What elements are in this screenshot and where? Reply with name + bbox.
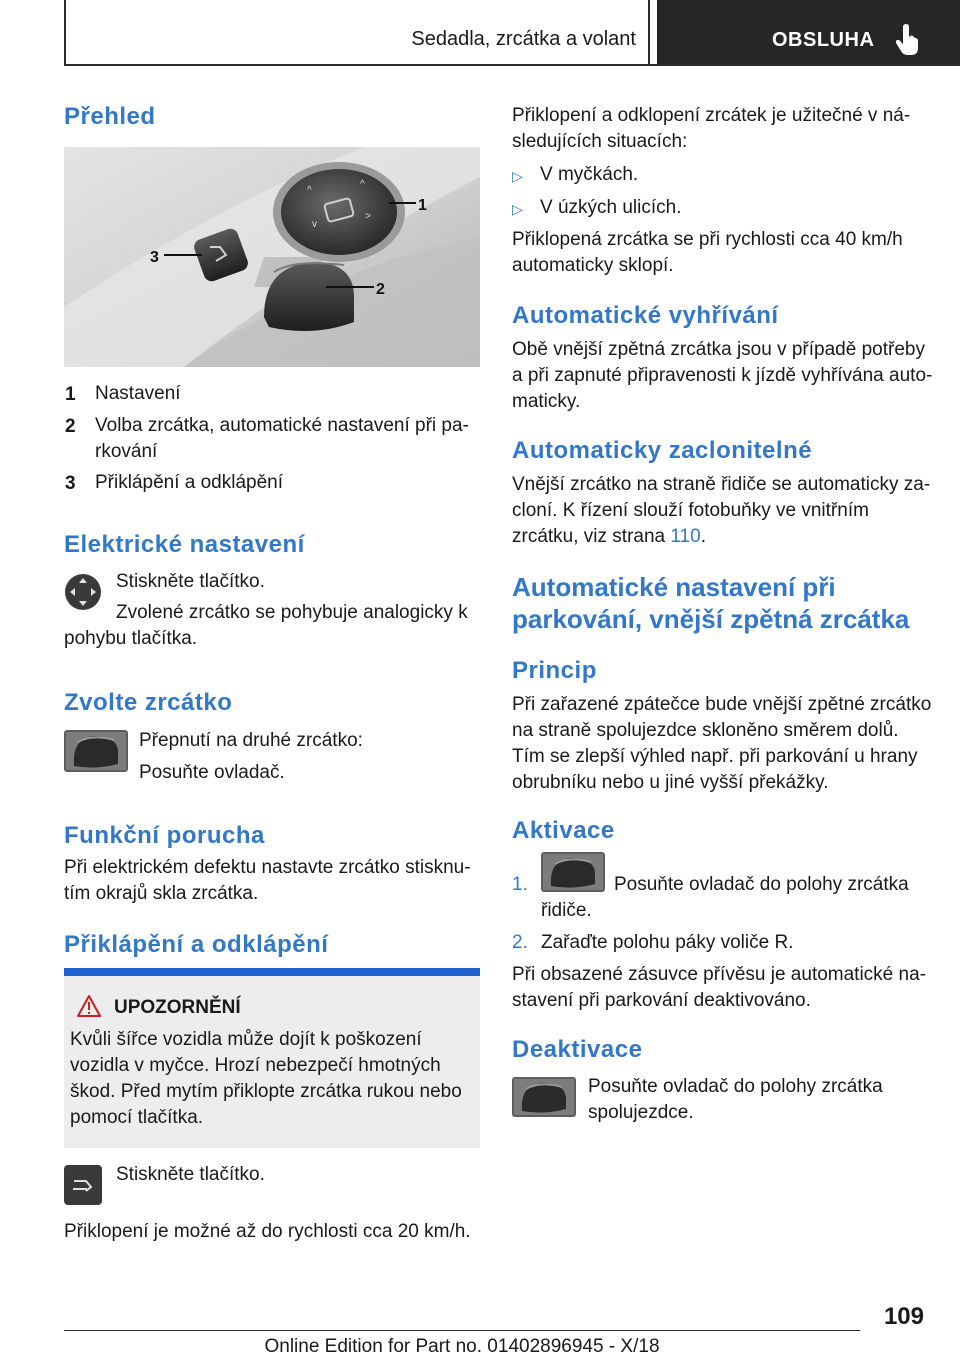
photo-label-3: 3 <box>150 249 159 266</box>
mirror-joystick-icon <box>64 572 102 612</box>
fault-text-2: tím okrajů skla zrcátka. <box>64 883 259 904</box>
principle-text-3: Tím se zlepší výhled např. při parkování u hrany <box>512 746 918 767</box>
auto-fold-text-2: automaticky sklopí. <box>512 255 674 276</box>
warning-title: UPOZORNĚNÍ <box>114 997 241 1018</box>
fold-mirror-button-icon <box>64 1165 102 1205</box>
dimming-text-3: zrcátku, viz strana 110. <box>512 526 706 547</box>
principle-heading: Princip <box>512 657 597 684</box>
callout-text: Přiklápění a odklápění <box>95 472 284 493</box>
step-number: 2. <box>512 932 528 953</box>
select-text-1: Přepnutí na druhé zrcátko: <box>139 730 363 751</box>
pointing-hand-icon <box>896 24 920 56</box>
callout-number: 3 <box>65 473 76 494</box>
fold-speed-text: Přiklopení je možné až do rychlosti cca 20 km/h. <box>64 1221 471 1242</box>
step-number: 1. <box>512 874 528 895</box>
auto-fold-text-1: Přiklopená zrcátka se při rychlosti cca 40 km/h <box>512 229 903 250</box>
callout-number: 2 <box>65 416 76 437</box>
select-text-2: Posuňte ovladač. <box>139 762 285 783</box>
intro-text-2: sledujících situacích: <box>512 131 688 152</box>
mirror-selector-switch-icon <box>541 852 605 892</box>
svg-text:v: v <box>312 219 317 230</box>
principle-text-4: obrubníku nebo u jiné vyšší překážky. <box>512 772 829 793</box>
photo-label-1: 1 <box>418 197 427 214</box>
heating-text-1: Obě vnější zpětná zrcátka jsou v případě potřeby <box>512 339 925 360</box>
select-mirror-heading: Zvolte zrcátko <box>64 689 233 716</box>
section-title: OBSLUHA <box>772 29 875 51</box>
svg-text:^: ^ <box>307 185 312 196</box>
warning-text-1: Kvůli šířce vozidla může dojít k poškození <box>70 1029 422 1050</box>
parking-heading-1: Automatické nastavení při <box>512 572 836 602</box>
trailer-text-2: stavení při parkování deaktivováno. <box>512 990 811 1011</box>
principle-text-2: na straně spolujezdce skloněno směrem dolů. <box>512 720 899 741</box>
callout-text-cont: rkování <box>95 441 158 462</box>
footer-rule <box>64 1330 860 1331</box>
mirror-selector-switch-icon <box>64 730 128 772</box>
heating-heading: Automatické vyhřívání <box>512 302 779 329</box>
fold-heading: Přiklápění a odklápění <box>64 931 329 958</box>
svg-text:>: > <box>365 211 371 222</box>
electric-heading: Elektrické nastavení <box>64 531 305 558</box>
step-text-cont: řidiče. <box>541 900 592 921</box>
deactivation-text-2: spolujezdce. <box>588 1102 694 1123</box>
callout-text: Nastavení <box>95 383 181 404</box>
trailer-text-1: Při obsazené zásuvce přívěsu je automatické na- <box>512 964 926 985</box>
warning-bar <box>64 968 480 976</box>
svg-text:^: ^ <box>360 179 365 190</box>
dimming-text-1: Vnější zrcátko na straně řidiče se automaticky za- <box>512 474 931 495</box>
warning-text-2: vozidla v myčce. Hrozí nebezpečí hmotných <box>70 1055 441 1076</box>
mirror-selector-switch-icon <box>512 1077 576 1117</box>
warning-triangle-icon <box>77 995 101 1017</box>
photo-label-2: 2 <box>376 281 385 298</box>
bullet-arrow-icon: ▷ <box>512 201 523 217</box>
fault-heading: Funkční porucha <box>64 822 265 849</box>
step-text: Zařaďte polohu páky voliče R. <box>541 932 794 953</box>
fault-text-1: Při elektrickém defektu nastavte zrcátko stisknu- <box>64 857 471 878</box>
deactivation-text-1: Posuňte ovladač do polohy zrcátka <box>588 1076 883 1097</box>
edition-footer: Online Edition for Part no. 01402896945 - X/18 <box>264 1336 660 1357</box>
mirror-control-photo <box>64 147 480 367</box>
warning-text-4: pomocí tlačítka. <box>70 1107 204 1128</box>
chapter-title: Sedadla, zrcátka a volant <box>411 28 636 50</box>
activation-heading: Aktivace <box>512 817 615 844</box>
callout-text: Volba zrcátka, automatické nastavení při pa- <box>95 415 469 436</box>
bullet-item: V úzkých ulicích. <box>540 197 682 218</box>
principle-text-1: Při zařazené zpátečce bude vnější zpětné zrcátko <box>512 694 932 715</box>
bullet-arrow-icon: ▷ <box>512 168 523 184</box>
header-rule <box>64 64 960 66</box>
page-link[interactable]: 110 <box>670 526 701 547</box>
parking-heading-2: parkování, vnější zpětná zrcátka <box>512 604 910 634</box>
dimming-heading: Automaticky zaclonitelné <box>512 437 813 464</box>
electric-text-3: pohybu tlačítka. <box>64 628 198 649</box>
fold-press-text: Stiskněte tlačítko. <box>116 1164 265 1185</box>
heating-text-3: maticky. <box>512 391 581 412</box>
electric-text-2: Zvolené zrcátko se pohybuje analogicky k <box>116 602 468 623</box>
heating-text-2: a při zapnuté připravenosti k jízdě vyhřívána auto- <box>512 365 933 386</box>
bullet-item: V myčkách. <box>540 164 639 185</box>
intro-text-1: Přiklopení a odklopení zrcátek je užitečné v ná- <box>512 105 911 126</box>
page-number: 109 <box>883 1303 924 1330</box>
warning-text-3: škod. Před mytím přiklopte zrcátka rukou nebo <box>70 1081 462 1102</box>
dimming-text-2: cloní. K řízení slouží fotobuňky ve vnitřním <box>512 500 869 521</box>
deactivation-heading: Deaktivace <box>512 1036 643 1063</box>
overview-heading: Přehled <box>64 103 156 130</box>
step-text: Posuňte ovladač do polohy zrcátka <box>614 874 909 895</box>
callout-number: 1 <box>65 384 76 405</box>
electric-text-1: Stiskněte tlačítko. <box>116 571 265 592</box>
